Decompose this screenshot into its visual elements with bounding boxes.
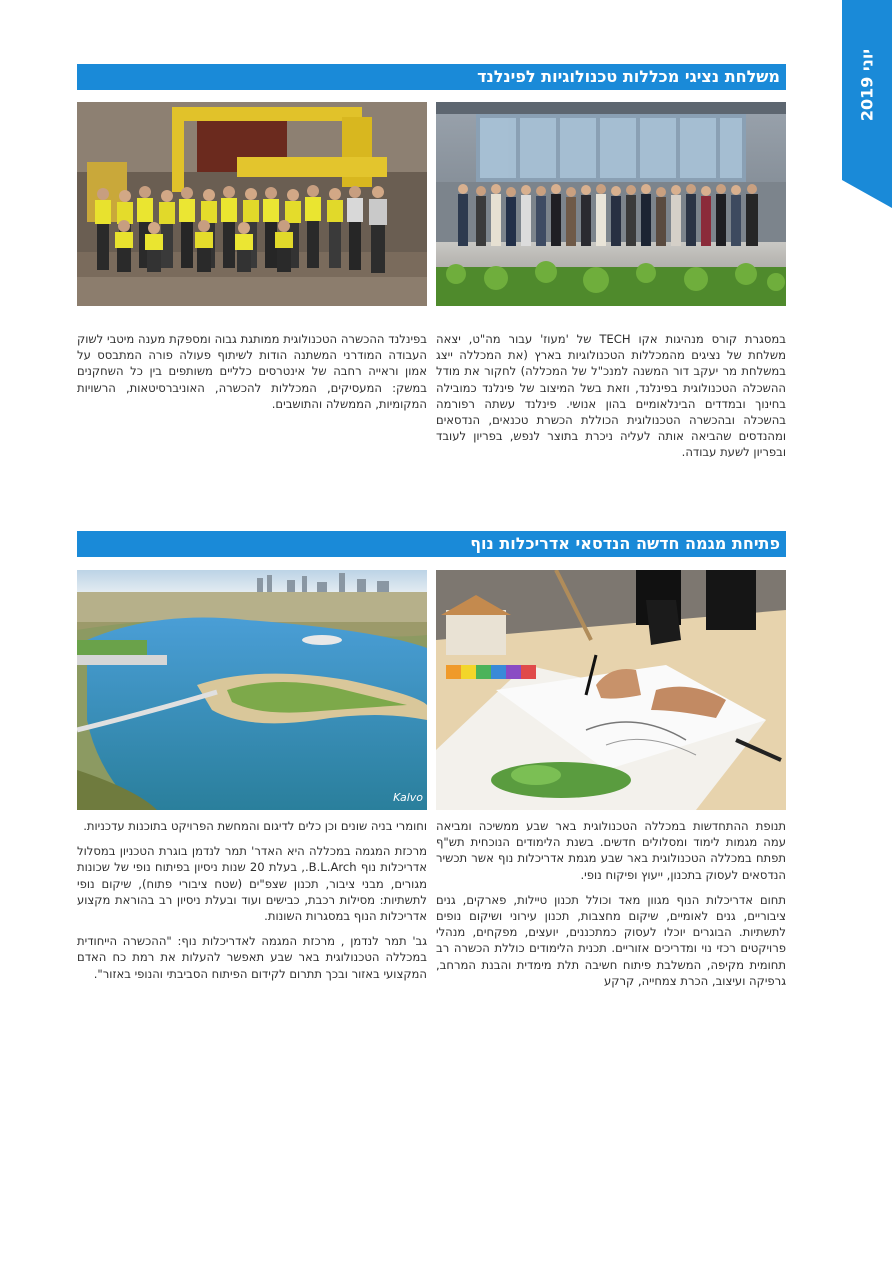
paragraph: גב' תמר לנדמן , מרכזת המגמה לאדריכלות נוף: "ההכשרה הייחודית במכללה הטכנולוגית באר שבע תאפשר להעלות את רמת כח האדם המקצועי באזור ובכך תתרום לקידום הפיתוח הסביבתי והנופי באזור".	[77, 934, 427, 981]
section-title-finland: משלחת נציגי מכללות טכנולוגיות לפינלנד	[77, 64, 786, 90]
finland-text-right: במסגרת קורס מנהיגות אקו TECH של 'מעוז' עבור מה"ט, יצאה משלחת של נציגים מהמכללות הטכנולוגיות בארץ (את המכללה ייצג במשלחת מר יעקב דור המשנה למנכ"ל של המכללה) לחקור את מודל ההשכלה הטכנולוגית בפינלנד, וזאת בשל המיצוב של פינלנד כמובילה בחינוך ובמדדים הבינלאומיים בהון אנושי. פינלנד עשתה רפורמה בהשכלה ובהכשרה הטכנולוגית הכוללת הכשרת טכנאים, הנדסאים ומהנדסים שהביאה אותה לעליה ניכרת בתוצר לנפש, בפריון לעובד ובפריון לשעת עבודה.	[436, 332, 786, 460]
photo-watermark: Kalvo	[393, 791, 423, 804]
finland-text-left: בפינלנד ההכשרה הטכנולוגית ממותגת גבוה ומספקת מענה מיטבי לשוק העבודה המודרני המשתנה הודות לשיתוף פעולה פורה המתבסס על אמון וראייה רחבה של אינטרסים כלליים משותפים בין כל השחקנים במשק: המעסיקים, המכללות להכשרה, האוניברסיטאות, הרשויות המקומיות, הממשלה והתושבים.	[77, 332, 427, 411]
paragraph: תנופת ההתחדשות במכללה הטכנולוגית באר שבע ממשיכה ומביאה עמה מגמות לימוד ומסלולים חדשים. בשנת הלימודים הנוכחית תש"ף תפתח במכללה הטכנולוגית באר שבע מגמת אדריכלות נוף אשר תכשיר הנדסאים לעסוק בתכנון, ייעוץ ופיקוח נופי.	[436, 819, 786, 882]
photo-group-outside-building	[436, 102, 786, 306]
issue-date: יוני 2019	[857, 48, 877, 122]
landscape-text-left	[77, 818, 427, 991]
photo-group-industrial-plant	[77, 102, 427, 306]
paragraph: מרכזת המגמה במכללה היא האדר' תמר לנדמן בוגרת הטכניון במסלול אדריכלות נוף B.L.Arch., בעלת 20 שנות ניסיון בפיתוח נופי של שכונות מגורים, מבני ציבור, תכנון שצפ"ים (שטח ציבורי פתוח), שיקום נופי לתשתיות: מסילות רכבת, כבישים ועוד ובעלת ניסיון רב בהוראת מקצוע אדריכלות הנוף במסגרות השונות.	[77, 844, 428, 924]
paragraph: תחום אדריכלות הנוף מגוון מאד וכולל תכנון טיילות, פארקים, גנים ציבוריים, גנים לאומיים, שיקום מחצבות, תכנון עירוני ושיקום נופים לתשתיות. הבוגרים יוכלו לעסוק כמתכננים, יועצים, מפקחים, מנהלי פרויקטים רכזי נוי ומדריכים אזוריים. תכנית הלימודים כוללת הכשרה רב תחומית מקיפה, המשלבת פיתוח חשיבה תלת מימדית והבנת המרחב, גרפיקה ועיצוב, הכרת צמחייה, קרקע	[436, 892, 786, 988]
paragraph: וחומרי בניה שונים וכן כלים לדיגום והמחשת הפרויקט בתוכנות עדכניות.	[83, 819, 427, 833]
landscape-text-right	[436, 818, 786, 998]
date-tab	[842, 0, 892, 208]
photo-architect-drawing	[436, 570, 786, 810]
section-title-landscape: פתיחת מגמה חדשה הנדסאי אדריכלות נוף	[77, 531, 786, 557]
photo-aerial-lake-park	[77, 570, 427, 810]
